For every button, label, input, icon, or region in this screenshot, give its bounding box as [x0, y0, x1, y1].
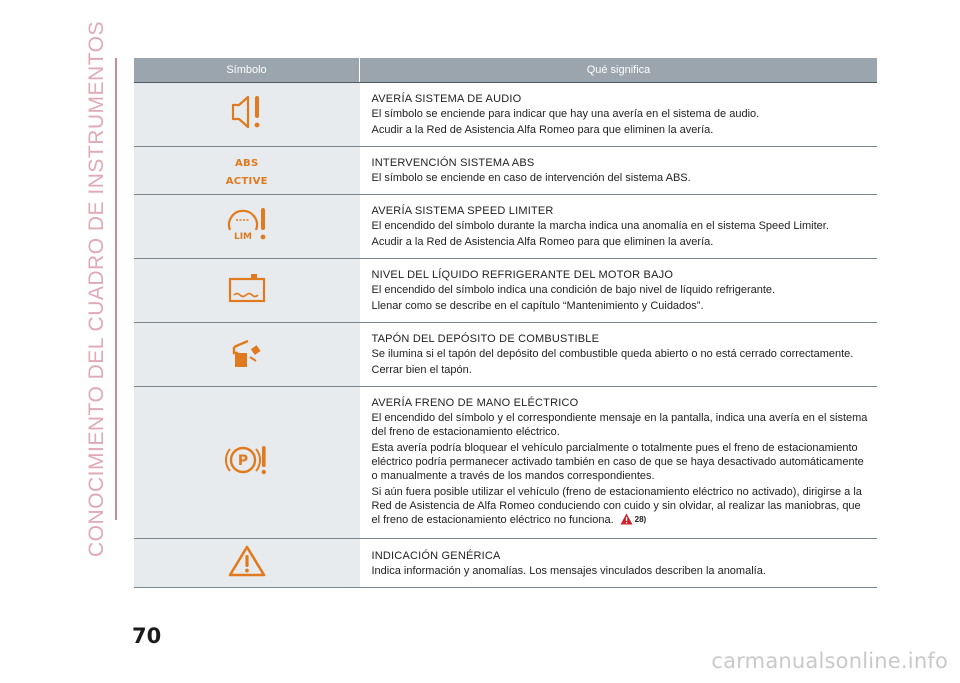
row-title: TAPÓN DEL DEPÓSITO DE COMBUSTIBLE: [371, 333, 600, 345]
header-symbol: Símbolo: [134, 58, 360, 83]
footer-watermark: carmanualsonline.info: [711, 649, 948, 673]
meaning-cell: [360, 539, 878, 588]
symbols-table: [134, 58, 877, 588]
table-row: [134, 195, 877, 259]
row-title: INTERVENCIÓN SISTEMA ABS: [371, 157, 535, 169]
row-title: AVERÍA SISTEMA DE AUDIO: [371, 93, 522, 105]
section-title: CONOCIMIENTO DEL CUADRO DE INSTRUMENTOS: [85, 21, 108, 557]
table-header-row: [134, 58, 877, 83]
speaker-warning-icon: [227, 92, 267, 137]
table-row: [134, 539, 877, 588]
symbol-cell: [134, 147, 360, 195]
row-title: AVERÍA FRENO DE MANO ELÉCTRICO: [371, 397, 579, 409]
symbol-cell: [134, 387, 360, 539]
row-text: El símbolo se enciende para indicar que hay una avería en el sistema de audio.: [371, 108, 760, 120]
row-text: Se ilumina si el tapón del depósito del combustible queda abierto o no está cerrado correctamente.: [371, 348, 854, 360]
fuel-cap-icon: [228, 333, 266, 376]
meaning-cell: [360, 83, 878, 147]
meaning-cell: [360, 147, 878, 195]
meaning-cell: [360, 323, 878, 387]
warning-triangle-icon: [620, 513, 633, 529]
active-label: ACTIVE: [225, 175, 268, 187]
row-text: Si aún fuera posible utilizar el vehículo (freno de estacionamiento eléctrico no activado), dirigirse a la Red de Asistencia de Alfa Romeo conduciendo con cuido y sin olvidar, al realizar las maniobras, que el freno de estacionamiento eléctrico no funciona.: [371, 486, 862, 526]
symbol-cell: [134, 195, 360, 259]
row-text: El símbolo se enciende en caso de intervención del sistema ABS.: [371, 172, 691, 184]
electric-parking-brake-fault-icon: [225, 441, 269, 484]
coolant-level-icon: [227, 271, 267, 310]
meaning-cell: [360, 387, 878, 539]
row-text: Indica información y anomalías. Los mensajes vinculados describen la anomalía.: [371, 564, 766, 577]
row-text: Cerrar bien el tapón.: [371, 364, 472, 376]
table-row: [134, 387, 877, 539]
meaning-cell: [360, 259, 878, 323]
general-warning-icon: [227, 544, 267, 583]
row-text: Esta avería podría bloquear el vehículo parcialmente o totalmente pues el freno de estacionamiento eléctrico podría permanecer activado también en caso de que se haya desactivado automáticamente o manualmente a través de los mandos correspondientes.: [371, 442, 864, 482]
row-text: El encendido del símbolo y el correspondiente mensaje en la pantalla, indica una avería en el sistema del freno de estacionamiento eléctrico.: [371, 412, 868, 438]
meaning-cell: [360, 195, 878, 259]
row-text: Llenar como se describe en el capítulo “Mantenimiento y Cuidados”.: [371, 300, 704, 312]
table-row: [134, 147, 877, 195]
abs-active-icon: [226, 153, 268, 189]
table-row: [134, 259, 877, 323]
speed-limiter-warning-icon: [224, 204, 270, 249]
header-meaning: Qué significa: [360, 58, 878, 83]
symbol-cell: [134, 323, 360, 387]
symbol-cell: [134, 259, 360, 323]
row-text: El encendido del símbolo durante la marcha indica una anomalía en el sistema Speed Limiter.: [371, 220, 829, 232]
table-row: [134, 323, 877, 387]
symbol-cell: [134, 83, 360, 147]
abs-label: ABS: [235, 157, 259, 169]
table-row: [134, 83, 877, 147]
row-title: AVERÍA SISTEMA SPEED LIMITER: [371, 205, 554, 217]
row-text: Acudir a la Red de Asistencia Alfa Romeo para que eliminen la avería.: [371, 124, 714, 136]
section-divider: [115, 58, 117, 520]
symbol-cell: [134, 539, 360, 588]
section-title-vertical: [82, 21, 112, 557]
row-title: NIVEL DEL LÍQUIDO REFRIGERANTE DEL MOTOR BAJO: [371, 269, 674, 281]
lim-label: LIM: [233, 232, 252, 242]
row-text: Acudir a la Red de Asistencia Alfa Romeo para que eliminen la avería.: [371, 236, 714, 248]
row-title: INDICACIÓN GENÉRICA: [371, 549, 501, 562]
page-number: 70: [132, 624, 162, 648]
row-text-with-ref: [372, 485, 870, 529]
svg-text:P: P: [237, 453, 248, 469]
cross-reference: 28): [634, 515, 647, 524]
row-text: El encendido del símbolo indica una condición de bajo nivel de líquido refrigerante.: [371, 284, 776, 296]
